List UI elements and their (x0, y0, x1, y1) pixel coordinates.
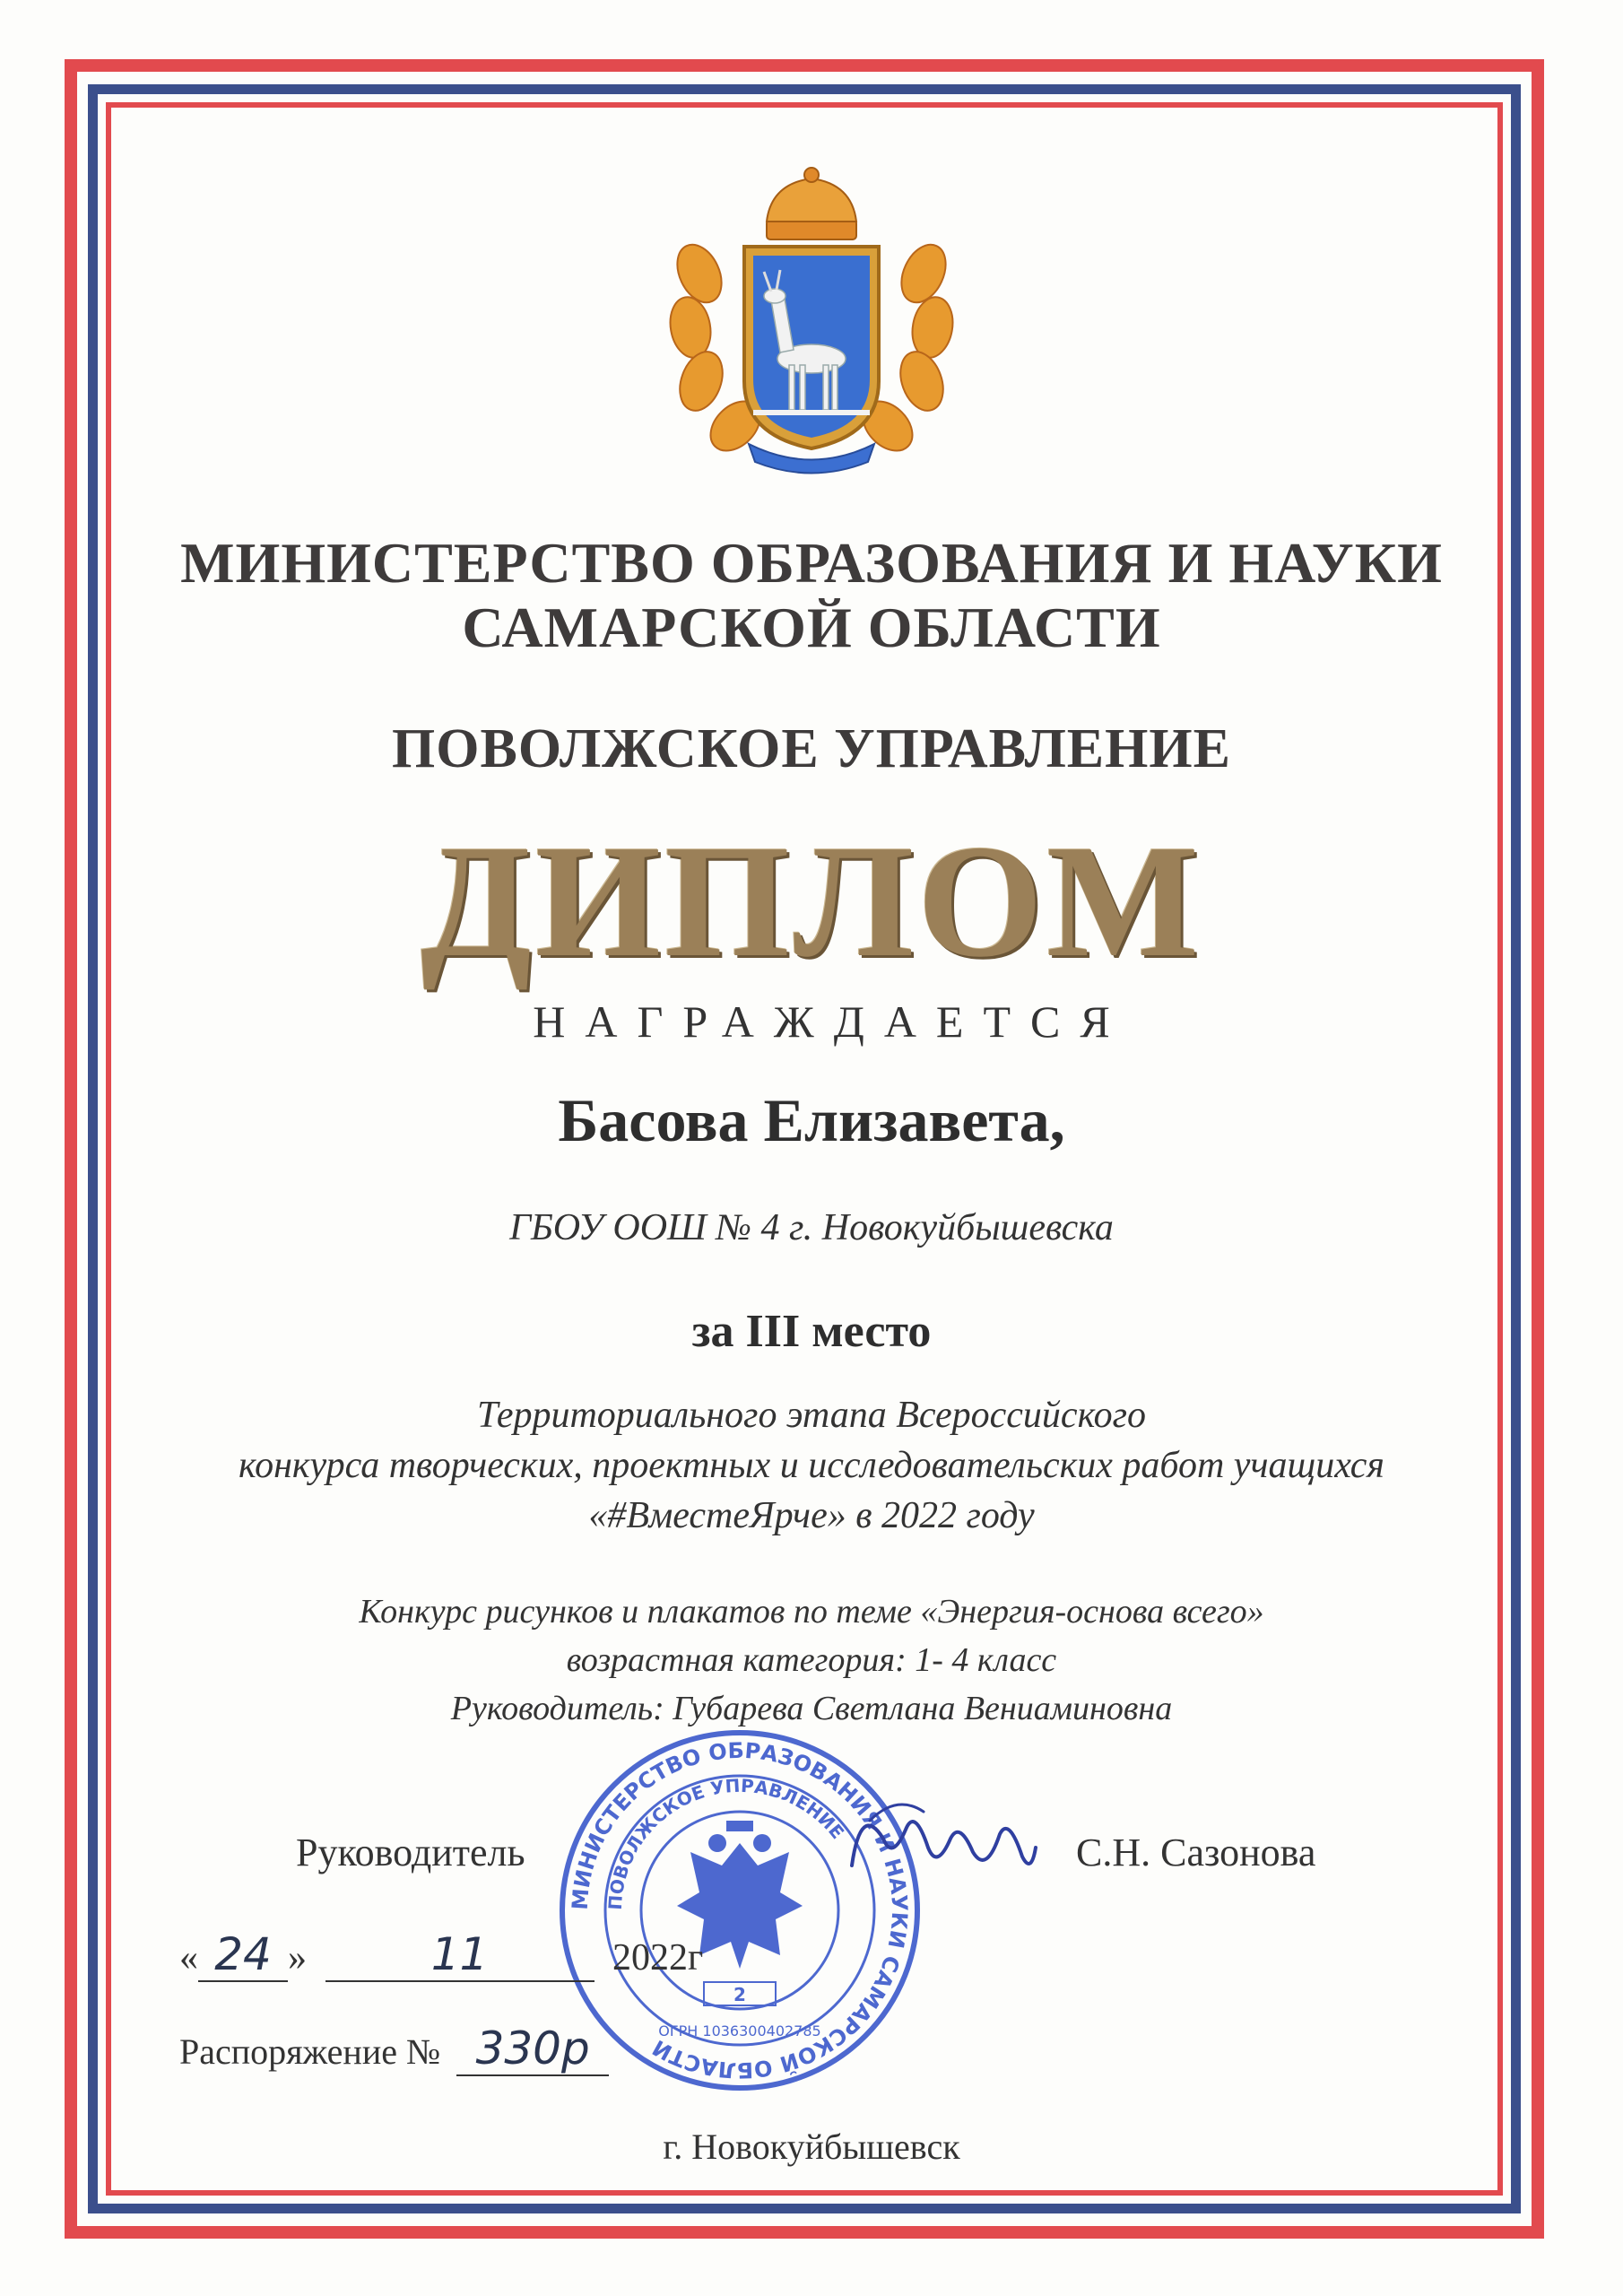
details-line-2: возрастная категория: 1- 4 класс (566, 1641, 1057, 1679)
school-name: ГБОУ ООШ № 4 г. Новокуйбышевска (509, 1207, 1114, 1248)
order-reference (179, 2022, 609, 2076)
date-open-quote: « (179, 1937, 198, 1979)
department-heading: ПОВОЛЖСКОЕ УПРАВЛЕНИЕ (392, 718, 1231, 779)
contest-details (0, 1587, 1623, 1733)
contest-line-3: «#ВместеЯрче» в 2022 году (588, 1495, 1035, 1536)
ministry-line-1: МИНИСТЕРСТВО ОБРАЗОВАНИЯ И НАУКИ (180, 531, 1443, 595)
place-award: за III место (691, 1306, 932, 1357)
stamp-inner-text: ПОВОЛЖСКОЕ УПРАВЛЕНИЕ (603, 1774, 849, 1911)
order-label: Распоряжение № (179, 2031, 441, 2072)
ministry-heading (0, 531, 1623, 660)
samara-region-coat-of-arms-icon (664, 166, 959, 480)
diploma-title: ДИПЛОМ (421, 812, 1202, 990)
signatory-label: Руководитель (296, 1831, 525, 1874)
date-year: 2022г (612, 1937, 704, 1979)
stamp-outer-text: МИНИСТЕРСТВО ОБРАЗОВАНИЯ И НАУКИ САМАРСКОЙ ОБЛАСТИ (567, 1737, 913, 2083)
stamp-number: 2 (733, 1984, 746, 2005)
date-month: 11 (325, 1928, 595, 1982)
details-line-1: Конкурс рисунков и плакатов по теме «Энергия-основа всего» (359, 1593, 1264, 1631)
issue-city: г. Новокуйбышевск (663, 2126, 960, 2167)
details-line-3: Руководитель: Губарева Светлана Вениаминовна (450, 1690, 1173, 1727)
awarded-label: НАГРАЖДАЕТСЯ (533, 996, 1130, 1047)
recipient-name: Басова Елизавета, (558, 1086, 1065, 1154)
issue-date (179, 1928, 703, 1982)
contest-line-2: конкурса творческих, проектных и исследовательских работ учащихся (239, 1445, 1384, 1486)
signatory-name: С.Н. Сазонова (1076, 1831, 1316, 1874)
handwritten-signature (843, 1785, 1040, 1901)
official-stamp (556, 1726, 924, 2094)
order-number: 330р (456, 2022, 609, 2076)
ministry-line-2: САМАРСКОЙ ОБЛАСТИ (462, 596, 1161, 659)
date-day: 24 (198, 1928, 288, 1982)
stamp-ogrn: ОГРН 1036300402785 (658, 2022, 821, 2039)
contest-line-1: Территориального этапа Всероссийского (476, 1395, 1146, 1436)
contest-description (0, 1390, 1623, 1541)
date-close-quote: » (288, 1937, 307, 1979)
